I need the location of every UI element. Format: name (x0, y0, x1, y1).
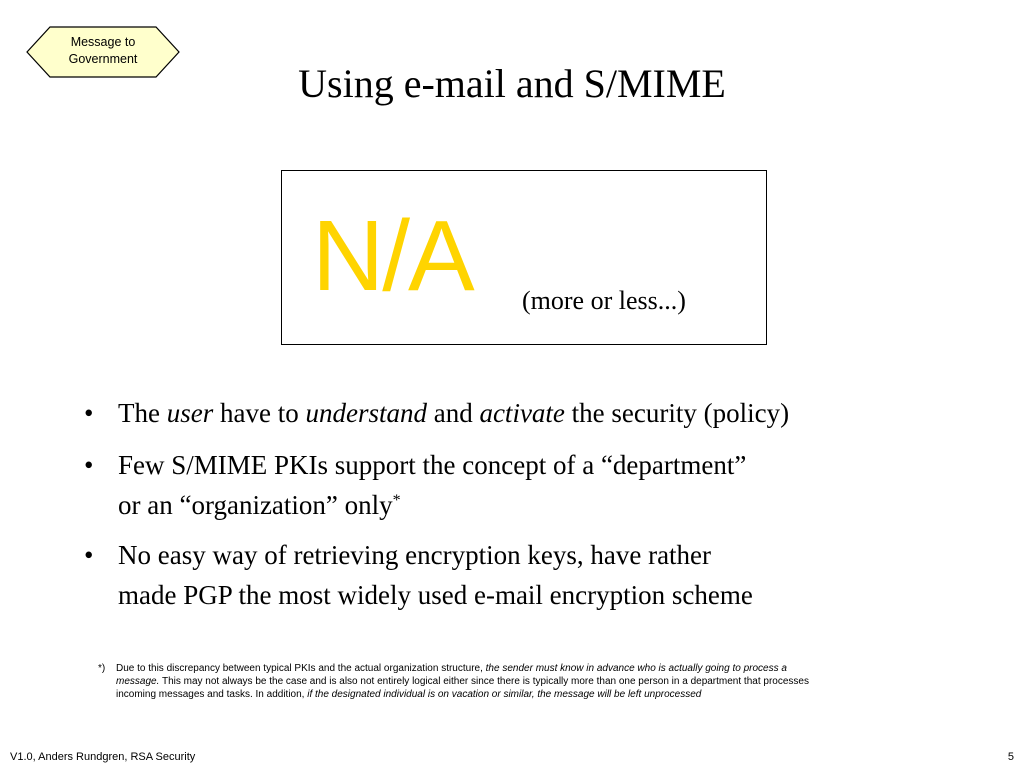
footnote-text: This may not always be the case and is also not entirely logical either since there is typically more than one person in a department that processes (159, 676, 809, 687)
text-user: user (166, 398, 214, 428)
footnote-body (116, 662, 928, 701)
footnote-text: incoming messages and tasks. In addition, (116, 689, 308, 700)
bullet-2-line-1: Few S/MIME PKIs support the concept of a “department” (118, 450, 747, 480)
footnote-italic-text: the sender must know in advance who is actually going to process a (485, 663, 787, 674)
footnote-line-2 (116, 675, 928, 688)
footnote-italic-text: if the designated individual is on vacation or similar, the message will be left unprocessed (307, 689, 702, 700)
bullet-2-line-2: or an “organization” only (118, 490, 393, 520)
more-or-less-text: (more or less...) (522, 286, 686, 315)
footnote-reference-mark: * (392, 492, 401, 509)
bullet-3-line-2: made PGP the most widely used e-mail encryption scheme (118, 580, 753, 610)
bullet-text-3 (118, 535, 753, 615)
footnote-mark: *) (98, 663, 106, 674)
bullet-text-2 (118, 445, 746, 525)
text-understand: understand (305, 398, 427, 428)
footnote-text: Due to this discrepancy between typical PKIs and the actual organization structure, (116, 663, 486, 674)
slide-title: Using e-mail and S/MIME (298, 61, 726, 106)
text-the: The (118, 398, 167, 428)
text-security-policy: the security (policy) (564, 398, 790, 428)
bullet-dot: • (84, 540, 94, 570)
footnote-line-1 (116, 662, 928, 675)
bullet-3-line-1: No easy way of retrieving encryption keys, have rather (118, 540, 712, 570)
footnote-italic-text: message. (116, 676, 160, 687)
footnote-line-3 (116, 688, 928, 701)
text-activate: activate (479, 398, 565, 428)
bullet-dot: • (84, 398, 94, 428)
footer-author: V1.0, Anders Rundgren, RSA Security (10, 751, 196, 763)
na-text: N/A (312, 200, 473, 312)
bullet-text-1 (118, 393, 789, 433)
badge-line-1: Message to (70, 35, 136, 49)
text-have-to: have to (213, 398, 306, 428)
bullet-dot: • (84, 450, 94, 480)
text-and: and (426, 398, 480, 428)
page-number: 5 (1007, 751, 1014, 763)
badge-line-2: Government (68, 52, 138, 66)
